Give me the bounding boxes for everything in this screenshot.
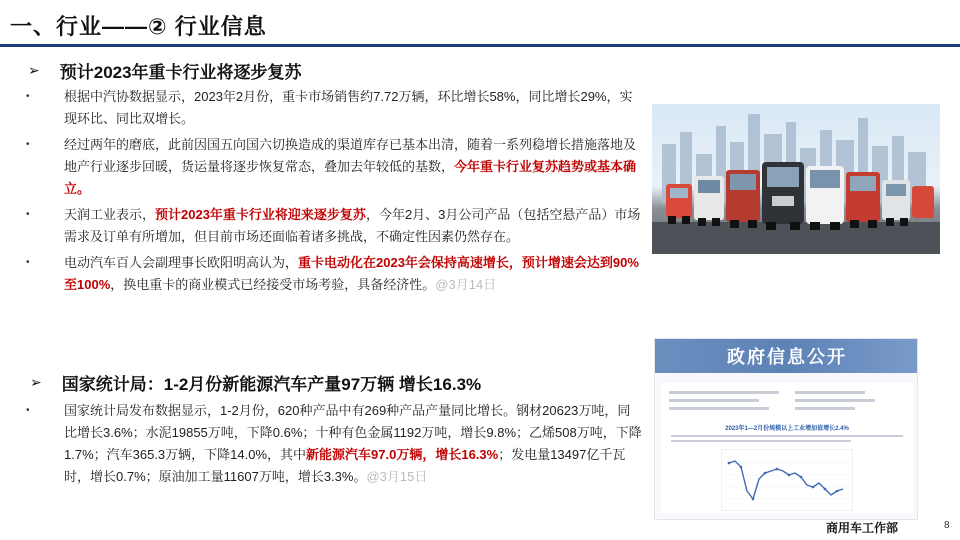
gov-document [661, 383, 913, 513]
highlight-text: 重卡电动化在2023年会保持高速增长，预计增速会达到90%至100% [64, 255, 639, 292]
doc-meta-line [795, 399, 875, 402]
doc-body-line [671, 440, 851, 442]
highlight-text: 今年重卡行业复苏趋势或基本确立。 [64, 159, 637, 196]
highlight-text: 新能源汽车97.0万辆，增长16.3% [306, 447, 499, 462]
bullet-dot-icon: • [26, 209, 30, 220]
bullet-dot-icon: • [26, 91, 30, 102]
gov-line-chart-thumbnail [721, 449, 853, 511]
section-heading [28, 58, 302, 83]
bullet-list [22, 400, 642, 492]
body-text: 经过两年的磨底，此前因国五向国六切换造成的渠道库存已基本出清，随着一系列稳增长措施落地及地产行业逐步回暖，货运量将逐步恢复常态，叠加去年较低的基数， [64, 137, 637, 174]
bullet-item [22, 204, 642, 248]
body-text: 电动汽车百人会副理事长欧阳明高认为， [64, 255, 299, 270]
body-text: ；发电量13497亿千瓦时，增长0.7%；原油加工量11607万吨，增长3.3%。 [64, 447, 626, 484]
section-heading [30, 370, 481, 395]
doc-meta-line [669, 407, 769, 410]
doc-meta-line [795, 407, 855, 410]
gov-info-screenshot [654, 338, 918, 520]
title-rule [0, 44, 960, 47]
section-heading-text: 国家统计局：1-2月份新能源汽车产量97万辆 增长16.3% [61, 375, 482, 394]
body-text: 根据中汽协数据显示，2023年2月份，重卡市场销售约7.72万辆，环比增长58%，同比增长29%，实现环比、同比双增长。 [64, 89, 633, 126]
source-date: @3月15日 [366, 469, 428, 484]
doc-meta-line [669, 399, 759, 402]
doc-body-line [671, 435, 903, 437]
truck-fleet-photo [652, 104, 940, 254]
page-number: 8 [944, 520, 950, 531]
gov-document-headline: 2023年1—2月份规模以上工业增加值增长2.4% [725, 426, 849, 432]
arrow-bullet-icon: ➢ [30, 374, 42, 390]
gov-info-banner-text: 政府信息公开 [727, 347, 847, 367]
arrow-bullet-icon: ➢ [28, 62, 40, 78]
footer-department: 商用车工作部 [826, 521, 899, 535]
body-text: ，换电重卡的商业模式已经接受市场考验，具备经济性。 [110, 277, 436, 292]
page-title: 一、行业——② 行业信息 [10, 14, 267, 39]
bullet-item [22, 400, 642, 488]
body-text: 国家统计局发布数据显示，1-2月份，620种产品中有269种产品产量同比增长。钢材20623万吨，同比增长3.6%；水泥19855万吨，下降0.6%；十种有色金属1192万吨，增长9.8%；乙烯508万吨，下降1.7%；汽车365.3万辆，下降14.0%，其中 [64, 403, 642, 462]
bullet-item [22, 252, 642, 296]
bullet-list [22, 86, 642, 300]
bullet-item [22, 86, 642, 130]
doc-meta-line [669, 391, 779, 394]
highlight-text: 预计2023年重卡行业将迎来逐步复苏 [155, 207, 366, 222]
doc-meta-line [795, 391, 865, 394]
body-text: ，今年2月、3月公司产品（包括空悬产品）市场需求及订单有所增加，但目前市场还面临着诸多挑战，不确定性因素仍然存在。 [64, 207, 641, 244]
bullet-dot-icon: • [26, 257, 30, 268]
title-bar [0, 0, 960, 50]
bullet-dot-icon: • [26, 139, 30, 150]
source-date: @3月14日 [435, 277, 497, 292]
truck-fleet-illustration [652, 104, 940, 254]
gov-info-banner [655, 339, 918, 373]
bullet-dot-icon: • [26, 405, 30, 416]
section-heading-text: 预计2023年重卡行业将逐步复苏 [59, 63, 302, 82]
bullet-item [22, 134, 642, 200]
body-text: 天润工业表示， [64, 207, 156, 222]
